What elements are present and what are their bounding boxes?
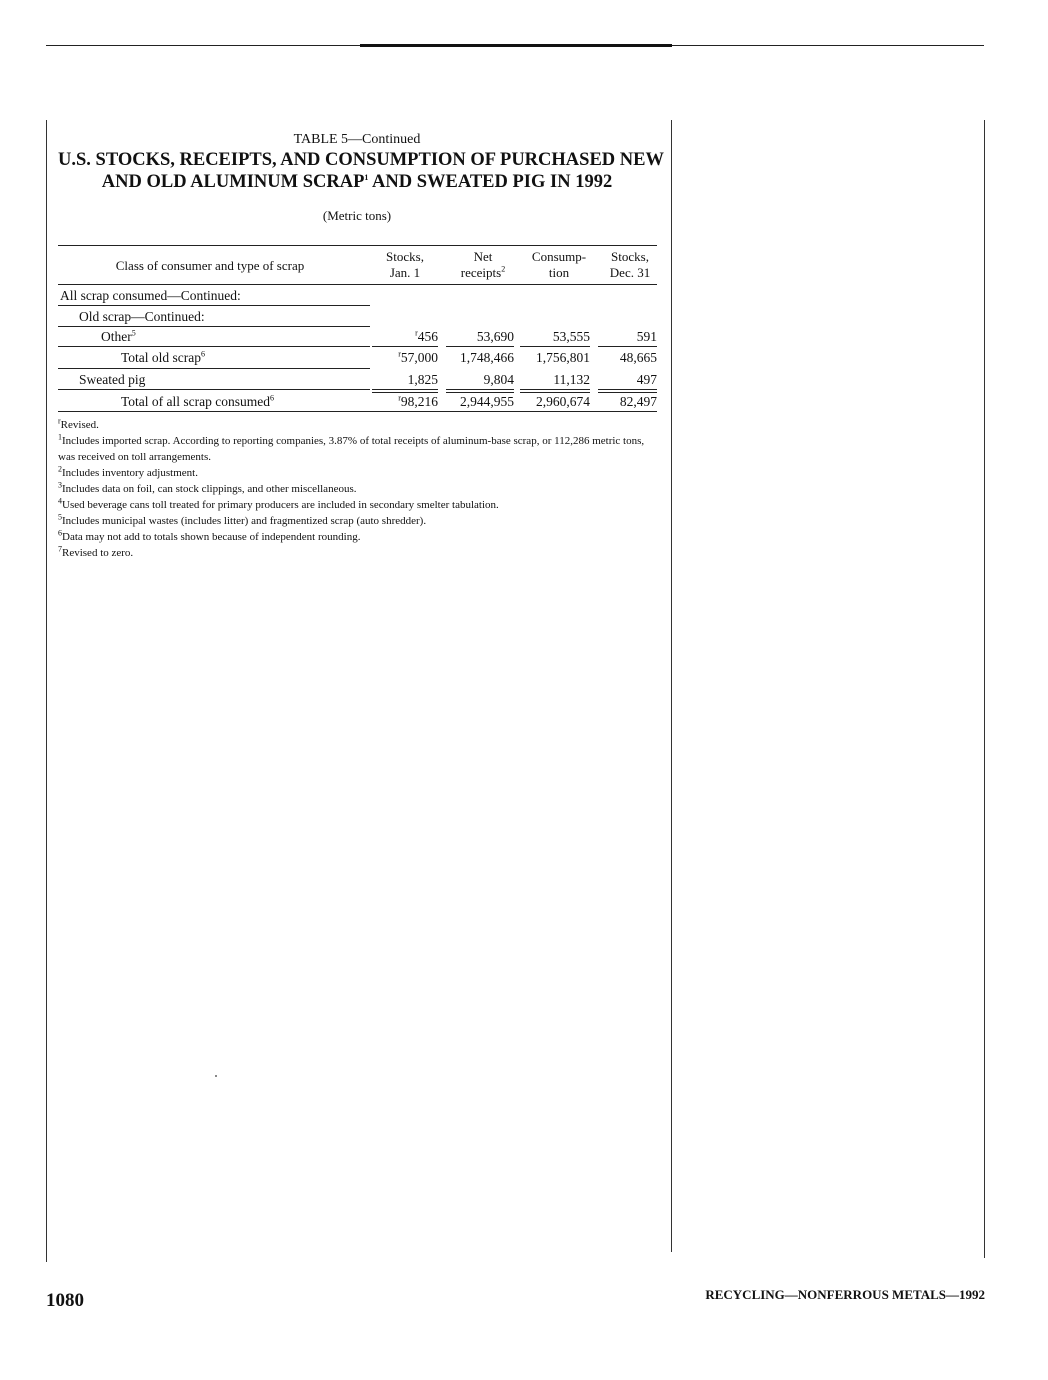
double-rule-dec-a: [598, 389, 657, 390]
cell-sweated-pig-consumption: 11,132: [553, 372, 590, 387]
cell-sweated-pig-stocks-dec: 497: [636, 372, 657, 387]
row-rule-sweated-pig-label: [58, 389, 370, 390]
cell-other-stocks-jan: $^r$456: [415, 328, 438, 344]
double-rule-jan-b: [372, 392, 438, 393]
left-column-rule: [46, 120, 47, 1262]
table-title: [58, 149, 664, 193]
cell-total-all-stocks-jan: $^r$98,216: [398, 393, 438, 409]
header-top-rule: [58, 245, 657, 246]
table-units: (Metric tons): [322, 208, 392, 223]
right-column-rule: [984, 120, 985, 1258]
middle-column-rule: [671, 120, 672, 1252]
footnote-4: $^4$Used beverage cans toll treated for primary producers are included in secondary smelter tabulation.: [58, 496, 499, 511]
footnote-5: $^5$Includes municipal wastes (includes litter) and fragmentized scrap (auto shredder).: [58, 512, 427, 527]
row-label-old-scrap: Old scrap—Continued:: [79, 309, 205, 324]
running-head: RECYCLING—NONFERROUS METALS—1992: [705, 1287, 985, 1302]
footnote-6: $^6$Data may not add to totals shown because of independent rounding.: [58, 528, 361, 543]
table-title-line-1: U.S. STOCKS, RECEIPTS, AND CONSUMPTION OF PURCHASED NEW: [58, 150, 664, 170]
double-rule-receipts-b: [446, 392, 514, 393]
cell-sweated-pig-receipts: 9,804: [483, 372, 514, 387]
cell-total-old-stocks-jan: $^r$57,000: [398, 349, 438, 365]
double-rule-consumption-a: [520, 389, 590, 390]
row-label-other: Other$^5$: [101, 328, 136, 344]
row-label-total-all-scrap: Total of all scrap consumed$^6$: [121, 393, 275, 409]
column-header-consumption: Consump- tion: [531, 249, 587, 280]
double-rule-jan-a: [372, 389, 438, 390]
footnote-2: $^2$Includes inventory adjustment.: [58, 464, 198, 479]
row-rule-other-receipts: [446, 346, 514, 347]
footnote-7: $^7$Revised to zero.: [58, 544, 134, 559]
cell-other-receipts: 53,690: [476, 329, 514, 344]
row-rule-other-label: [58, 346, 370, 347]
top-rule-thick: [360, 44, 672, 47]
header-bottom-rule: [58, 284, 657, 285]
table-bottom-rule: [58, 411, 657, 412]
row-rule-other-dec: [598, 346, 657, 347]
row-rule-other-jan: [372, 346, 438, 347]
column-header-stocks-dec: Stocks, Dec. 31: [609, 249, 651, 280]
row-rule-other-consumption: [520, 346, 590, 347]
double-rule-dec-b: [598, 392, 657, 393]
cell-sweated-pig-stocks-jan: 1,825: [407, 372, 438, 387]
column-header-net-receipts: Net receipts$^2$: [460, 249, 506, 280]
footnote-1: $^1$Includes imported scrap. According to reporting companies, 3.87% of total receipts of aluminum-base scrap, or 112,286 metric tons, was received on toll arrangements.: [58, 432, 645, 463]
row-label-total-old-scrap: Total old scrap$^6$: [121, 349, 206, 365]
footnote-revised: $^r$Revised.: [58, 416, 99, 431]
table-title-line-2: AND OLD ALUMINUM SCRAP$^1$ AND SWEATED PIG IN 1992: [101, 172, 613, 192]
row-rule-all-scrap: [58, 305, 370, 306]
cell-other-consumption: 53,555: [552, 329, 590, 344]
cell-total-all-stocks-dec: 82,497: [619, 394, 657, 409]
page-number: 1080: [46, 1290, 84, 1311]
table-caption: TABLE 5—Continued: [293, 132, 421, 147]
row-rule-old-scrap: [58, 326, 370, 327]
cell-total-old-consumption: 1,756,801: [536, 350, 590, 365]
stray-mark: [215, 1075, 217, 1077]
row-label-all-scrap: All scrap consumed—Continued:: [60, 288, 241, 303]
column-header-stocks-jan: Stocks, Jan. 1: [386, 249, 424, 280]
cell-total-old-receipts: 1,748,466: [460, 350, 514, 365]
double-rule-receipts-a: [446, 389, 514, 390]
row-label-sweated-pig: Sweated pig: [79, 372, 146, 387]
footnotes: [58, 417, 658, 561]
column-header-class: Class of consumer and type of scrap: [115, 258, 305, 273]
footnote-3: $^3$Includes data on foil, can stock clippings, and other miscellaneous.: [58, 480, 357, 495]
cell-total-all-consumption: 2,960,674: [536, 394, 590, 409]
double-rule-consumption-b: [520, 392, 590, 393]
cell-other-stocks-dec: 591: [636, 329, 657, 344]
cell-total-old-stocks-dec: 48,665: [619, 350, 657, 365]
cell-total-all-receipts: 2,944,955: [460, 394, 514, 409]
row-rule-total-old: [58, 368, 370, 369]
